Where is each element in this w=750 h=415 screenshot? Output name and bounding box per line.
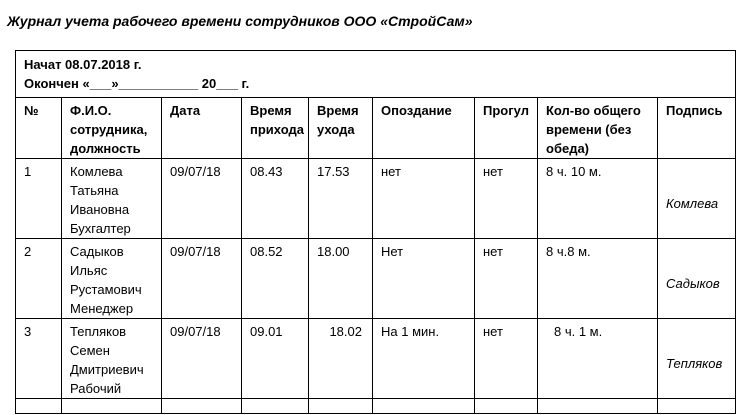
- column-header-date: Дата: [162, 98, 242, 159]
- employee-position: Рабочий: [70, 381, 122, 396]
- work-time-journal-table: [15, 50, 736, 414]
- signature-text: Садыков: [666, 275, 720, 291]
- column-header-late: Опоздание: [373, 98, 475, 159]
- empty-table-row: [16, 399, 736, 414]
- empty-cell: [62, 399, 162, 414]
- empty-cell: [16, 399, 62, 414]
- row-date: 09/07/18: [162, 239, 242, 319]
- row-date: 09/07/18: [162, 159, 242, 239]
- row-late: Нет: [373, 239, 475, 319]
- column-header-total: Кол-во общего времени (без обеда): [538, 98, 658, 159]
- row-late: На 1 мин.: [373, 319, 475, 399]
- table-row: [16, 239, 736, 319]
- ended-date: Окончен «___»___________ 20___ г.: [24, 76, 250, 91]
- row-date: 09/07/18: [162, 319, 242, 399]
- row-number: 2: [16, 239, 62, 319]
- employee-first-name: Семен: [70, 343, 110, 358]
- table-row: [16, 319, 736, 399]
- row-signature: [658, 319, 736, 399]
- empty-cell: [538, 399, 658, 414]
- empty-cell: [475, 399, 538, 414]
- signature-text: Комлева: [666, 195, 719, 211]
- employee-name: [62, 239, 162, 319]
- document-title: Журнал учета рабочего времени сотрудников ООО «СтройСам»: [7, 13, 473, 29]
- employee-name: [62, 319, 162, 399]
- column-header-absence: Прогул: [475, 98, 538, 159]
- employee-patronymic: Ивановна: [70, 202, 130, 217]
- row-departure: 17.53: [309, 159, 373, 239]
- row-absence: нет: [475, 319, 538, 399]
- employee-first-name: Ильяс: [70, 263, 108, 278]
- column-header-name: Ф.И.О. сотрудника, должность: [62, 98, 162, 159]
- journal-period-row: [16, 51, 736, 98]
- employee-patronymic: Рустамович: [70, 282, 142, 297]
- empty-cell: [309, 399, 373, 414]
- row-total: 8 ч. 1 м.: [538, 319, 658, 399]
- journal-period-cell: [16, 51, 736, 98]
- empty-cell: [658, 399, 736, 414]
- employee-surname: Тепляков: [70, 324, 127, 339]
- empty-cell: [373, 399, 475, 414]
- row-signature: [658, 159, 736, 239]
- employee-surname: Садыков: [70, 244, 124, 259]
- row-arrival: 08.43: [242, 159, 309, 239]
- row-number: 1: [16, 159, 62, 239]
- empty-cell: [162, 399, 242, 414]
- column-header-arrival: Время прихода: [242, 98, 309, 159]
- row-departure: 18.02: [309, 319, 373, 399]
- row-arrival: 09.01: [242, 319, 309, 399]
- column-header-signature: Подпись: [658, 98, 736, 159]
- signature-text: Тепляков: [666, 355, 723, 371]
- employee-position: Бухгалтер: [70, 221, 131, 236]
- row-number: 3: [16, 319, 62, 399]
- column-header-number: №: [16, 98, 62, 159]
- row-signature: [658, 239, 736, 319]
- column-header-row: [16, 98, 736, 159]
- row-total: 8 ч.8 м.: [538, 239, 658, 319]
- row-absence: нет: [475, 159, 538, 239]
- row-departure: 18.00: [309, 239, 373, 319]
- row-total: 8 ч. 10 м.: [538, 159, 658, 239]
- row-late: нет: [373, 159, 475, 239]
- employee-position: Менеджер: [70, 301, 134, 316]
- column-header-departure: Время ухода: [309, 98, 373, 159]
- empty-cell: [242, 399, 309, 414]
- employee-first-name: Татьяна: [70, 183, 119, 198]
- employee-patronymic: Дмитриевич: [70, 362, 144, 377]
- started-date: Начат 08.07.2018 г.: [24, 57, 142, 72]
- employee-name: [62, 159, 162, 239]
- row-absence: нет: [475, 239, 538, 319]
- table-row: [16, 159, 736, 239]
- row-arrival: 08.52: [242, 239, 309, 319]
- employee-surname: Комлева: [70, 164, 123, 179]
